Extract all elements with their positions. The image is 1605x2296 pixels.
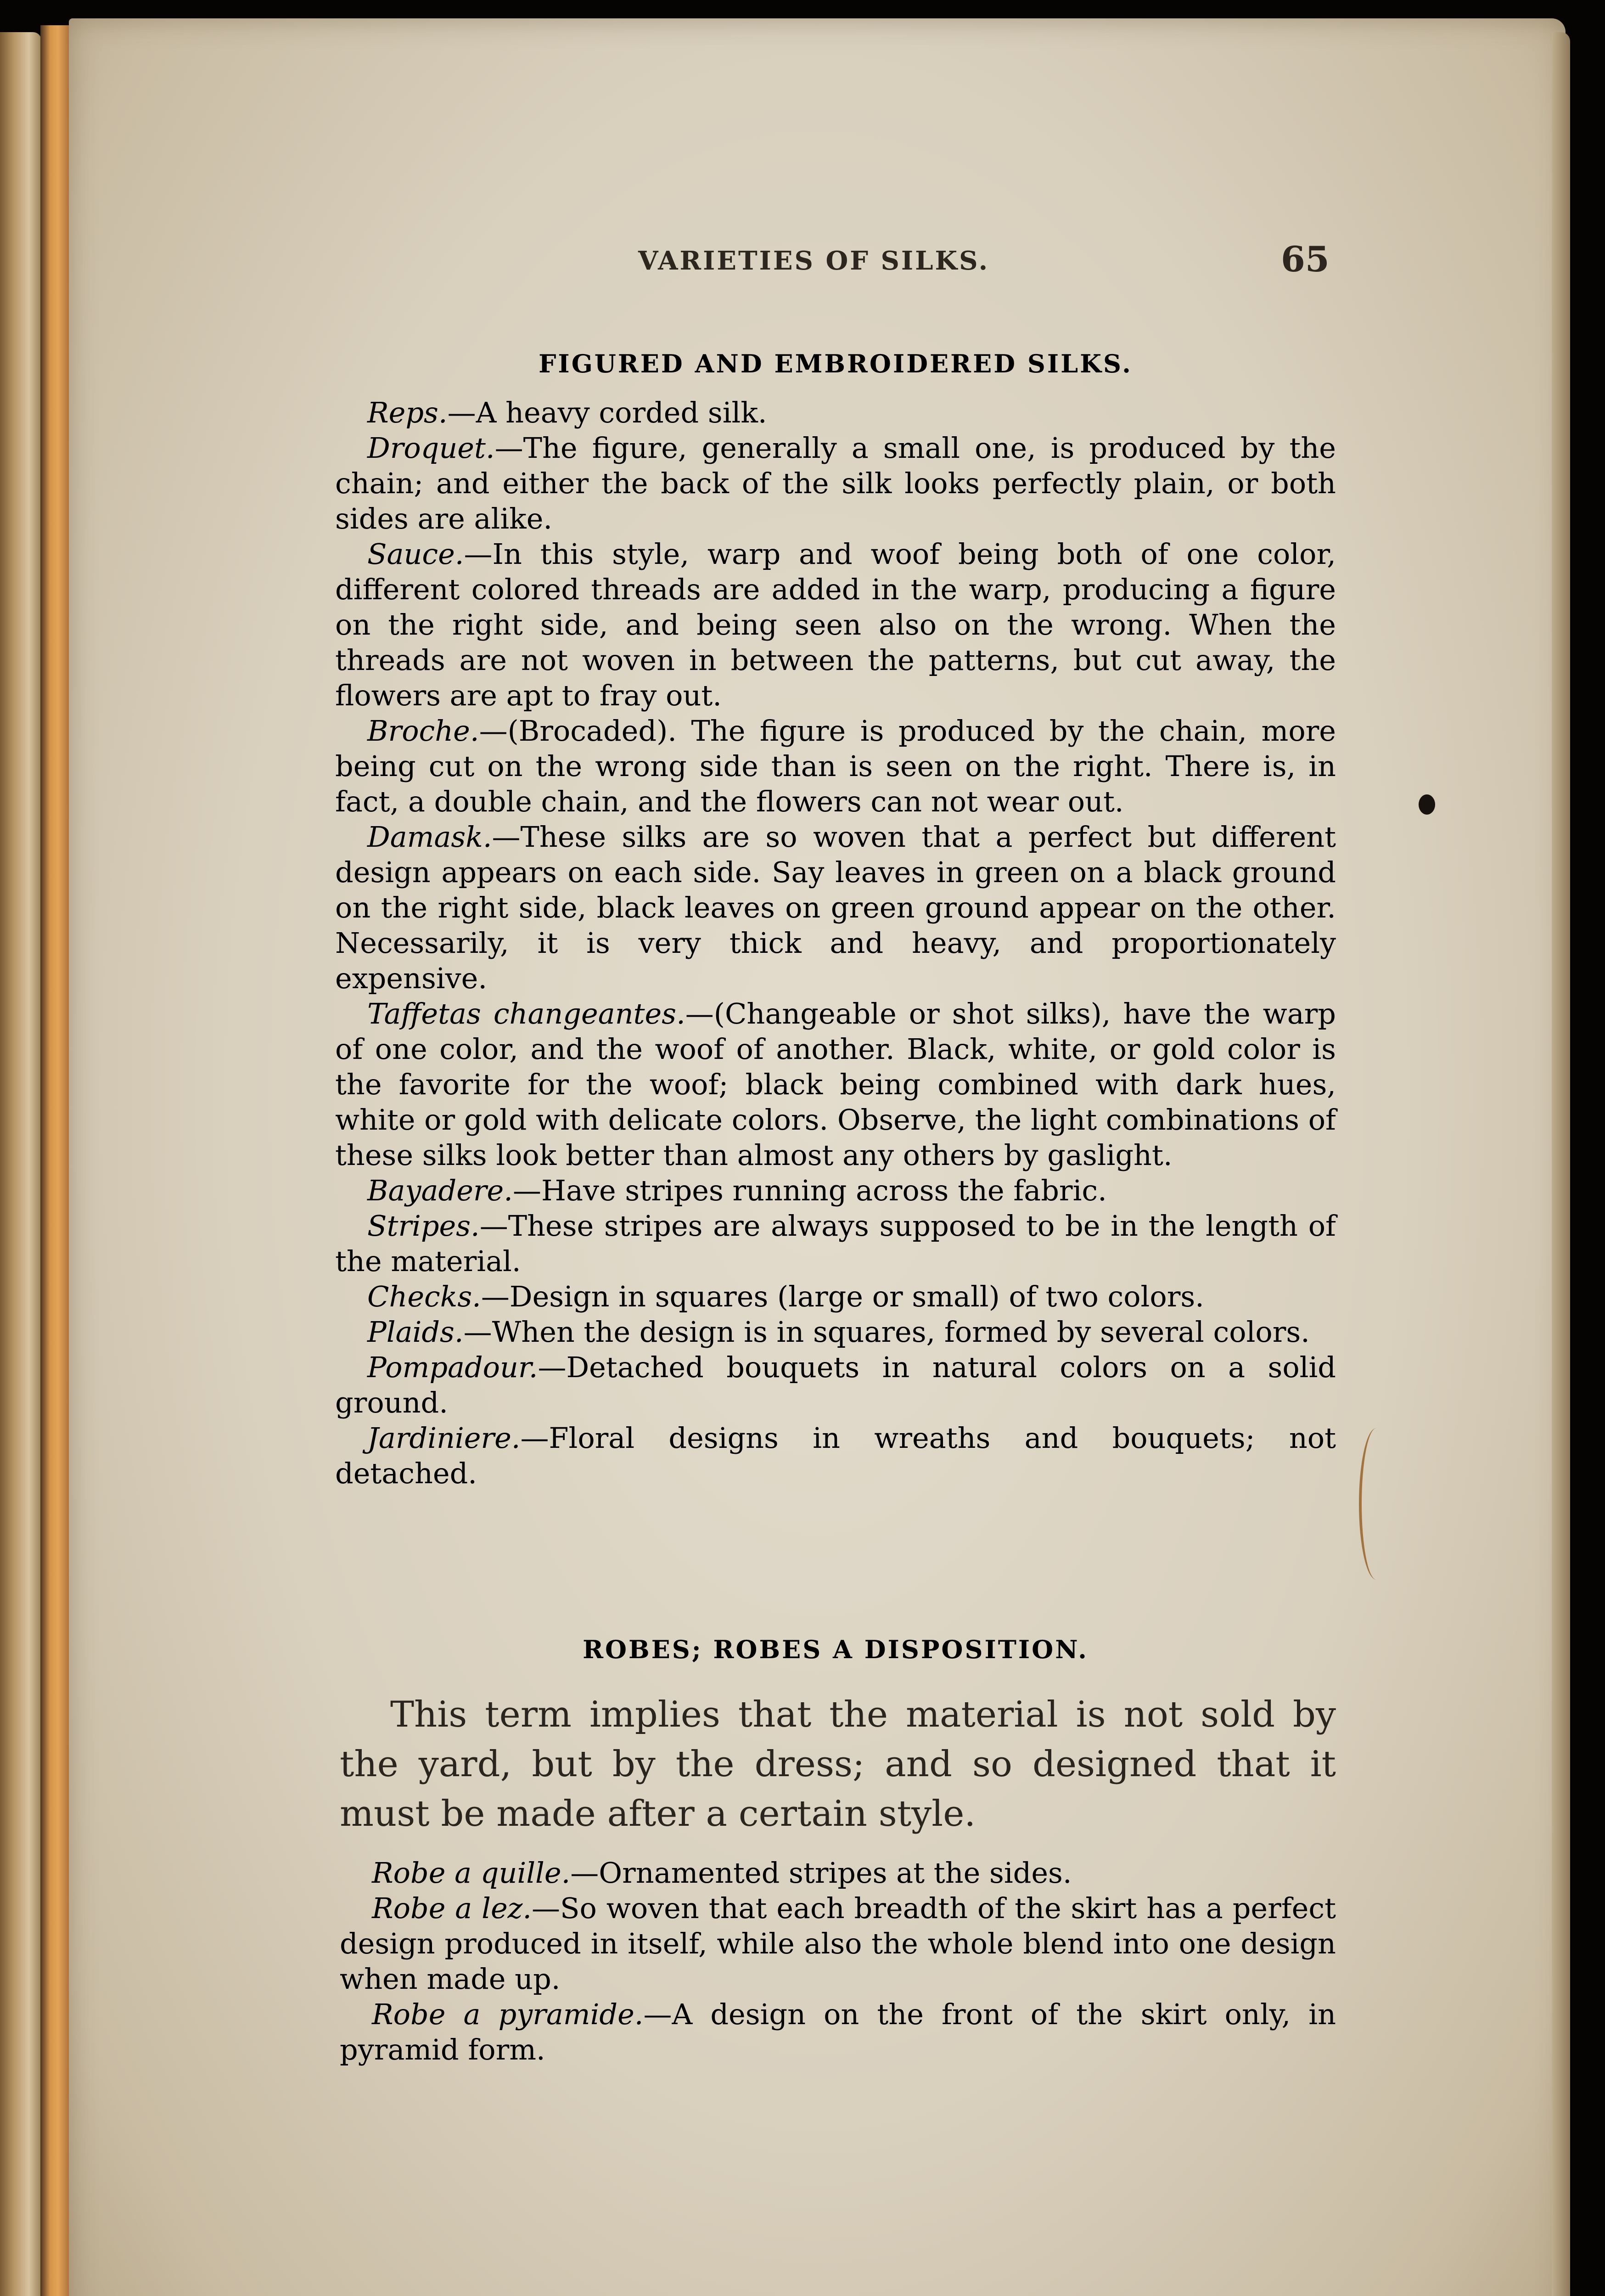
- robes-intro-paragraph: This term implies that the material is not sold by the yard, but by the dress; and so designed that it must be made after a certain style.: [340, 1694, 1336, 1835]
- entry-text: —Ornamented stripes at the sides.: [570, 1856, 1072, 1890]
- entry-broche: [335, 713, 1336, 819]
- section-robes: [335, 1635, 1336, 1664]
- section-heading: ROBES; ROBES A DISPOSITION.: [583, 1635, 1089, 1664]
- entry-stripes: [335, 1208, 1336, 1279]
- entry-text: —These stripes are always supposed to be in the length of the material.: [335, 1209, 1336, 1278]
- entry-droquet: [335, 430, 1336, 536]
- entry-term: Robe a pyramide.: [372, 1998, 644, 2031]
- running-title: VARIETIES OF SILKS.: [638, 246, 990, 276]
- section-figured-silks: [335, 349, 1336, 378]
- entry-checks: [335, 1279, 1336, 1314]
- entry-reps: [335, 395, 1336, 430]
- entry-sauce: [335, 536, 1336, 713]
- entry-term: Robe a lez.: [372, 1891, 532, 1925]
- entry-damask: [335, 819, 1336, 996]
- entry-pompadour: [335, 1350, 1336, 1420]
- book-binding: [40, 25, 73, 2296]
- entry-term: Jardiniere.: [367, 1421, 521, 1455]
- entry-jardiniere: [335, 1420, 1336, 1491]
- section-heading: FIGURED AND EMBROIDERED SILKS.: [539, 349, 1133, 378]
- robe-entries: [340, 1855, 1336, 2067]
- entry-term: Bayadere.: [367, 1174, 513, 1207]
- entry-plaids: [335, 1314, 1336, 1350]
- entry-text: —Design in squares (large or small) of two colors.: [481, 1280, 1204, 1313]
- ink-spot: [1419, 794, 1435, 815]
- entry-term: Taffetas changeantes.: [367, 997, 685, 1030]
- entry-robe-a-quille: [340, 1855, 1336, 1891]
- page-number: 65: [1281, 239, 1330, 280]
- entry-text: —In this style, warp and woof being both of one color, different colored threads are added in the warp, producing a figure on the right side, and being seen also on the wrong. When the threads are not woven in between the patterns, but cut away, the flowers are apt to fray out.: [335, 537, 1336, 712]
- entry-term: Reps.: [367, 396, 448, 429]
- entry-term: Pompadour.: [367, 1351, 538, 1384]
- entry-robe-a-lez: [340, 1891, 1336, 1997]
- entry-text: —(Brocaded). The figure is produced by the chain, more being cut on the wrong side than is seen on the right. There is, in fact, a double chain, and the flowers can not wear out.: [335, 714, 1336, 818]
- silk-entries: [335, 395, 1336, 1491]
- entry-text: —A design on the front of the skirt only, in pyramid form.: [340, 1998, 1336, 2066]
- entry-taffetas: [335, 996, 1336, 1173]
- entry-text: —Detached bouquets in natural colors on a solid ground.: [335, 1351, 1336, 1419]
- page-right-edge: [1552, 32, 1570, 2296]
- entry-term: Robe a quille.: [372, 1856, 571, 1890]
- entry-text: —These silks are so woven that a perfect but different design appears on each side. Say leaves in green on a black ground on the right side, black leaves on green ground appear on the other. Necessarily, it is very thick and heavy, and proportionately expensive.: [335, 820, 1336, 995]
- entry-robe-a-pyramide: [340, 1997, 1336, 2067]
- entry-term: Sauce.: [367, 537, 464, 571]
- entry-term: Droquet.: [367, 431, 495, 465]
- entry-text: —When the design is in squares, formed by several colors.: [463, 1315, 1310, 1349]
- entry-term: Damask.: [367, 820, 492, 854]
- entry-text: —Have stripes running across the fabric.: [512, 1174, 1107, 1207]
- entry-text: —Floral designs in wreaths and bouquets; not detached.: [335, 1421, 1336, 1490]
- entry-text: —A heavy corded silk.: [447, 396, 767, 429]
- entry-term: Stripes.: [367, 1209, 480, 1243]
- entry-term: Plaids.: [367, 1315, 464, 1349]
- entry-term: Checks.: [367, 1280, 481, 1313]
- left-page-edge: [0, 32, 41, 2296]
- paper-tear: [1359, 1428, 1394, 1580]
- entry-bayadere: [335, 1173, 1336, 1208]
- entry-text: —(Changeable or shot silks), have the warp of one color, and the woof of another. Black, white, or gold color is the favorite for the woof; black being combined with dark hues, white or gold with delicate colors. Observe, the light combinations of these silks look better than almost any others by gaslight.: [335, 997, 1336, 1172]
- entry-text: —So woven that each breadth of the skirt has a perfect design produced in itself, while also the whole blend into one design when made up.: [340, 1891, 1336, 1996]
- entry-text: —The figure, generally a small one, is produced by the chain; and either the back of the silk looks perfectly plain, or both sides are alike.: [335, 431, 1336, 535]
- entry-term: Broche.: [367, 714, 479, 748]
